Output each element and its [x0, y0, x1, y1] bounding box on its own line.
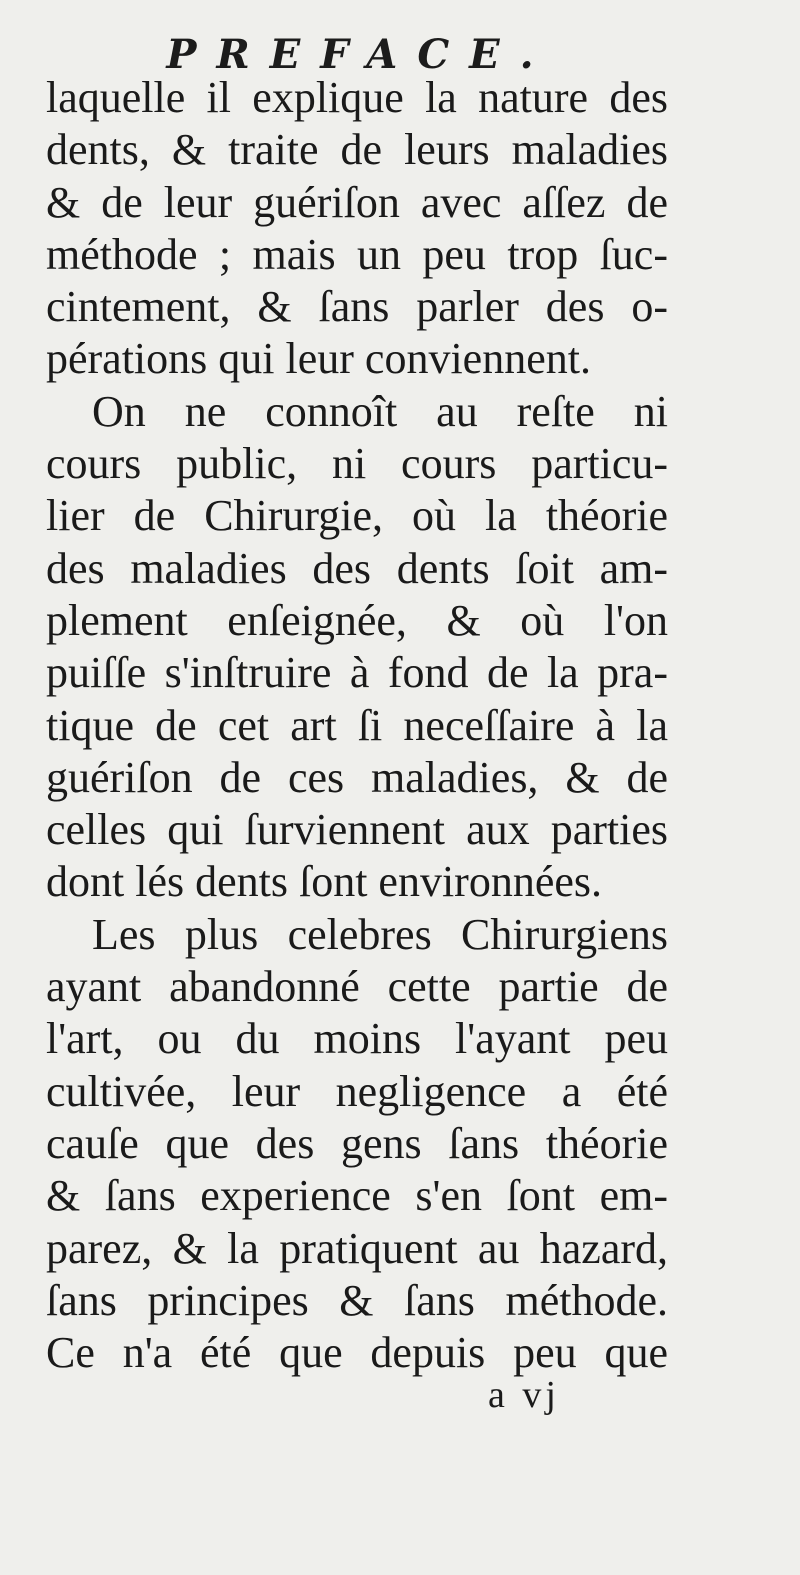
paragraph-start-line: Les plus celebres Chirurgiens: [92, 909, 668, 959]
text-line: cintement, & ſans parler des o-: [46, 282, 668, 332]
text-line: laquelle il explique la nature des: [46, 73, 668, 122]
text-line: guériſon de ces maladies, & de: [46, 752, 668, 802]
text-line: ſans principes & ſans méthode.: [46, 1275, 668, 1325]
text-line: & ſans experience s'en ſont em-: [46, 1171, 668, 1221]
text-line: puiſſe s'inſtruire à fond de la pra-: [46, 648, 668, 698]
text-line: méthode ; mais un peu trop ſuc-: [46, 229, 668, 279]
text-line: pérations qui leur conviennent.: [46, 334, 591, 384]
text-line: des maladies des dents ſoit am-: [46, 543, 668, 593]
text-line: lier de Chirurgie, où la théorie: [46, 491, 668, 541]
text-line: parez, & la pratiquent au hazard,: [46, 1223, 668, 1273]
text-line: plement enſeignée, & où l'on: [46, 595, 668, 645]
text-line: dents, & traite de leurs maladies: [46, 125, 668, 175]
text-line: & de leur guériſon avec aſſez de: [46, 177, 668, 227]
text-line: Ce n'a été que depuis peu que: [46, 1328, 668, 1378]
text-line: l'art, ou du moins l'ayant peu: [46, 1014, 668, 1064]
body-text: [46, 72, 668, 1379]
text-line: cultivée, leur negligence a été: [46, 1066, 668, 1116]
text-line: tique de cet art ſi neceſſaire à la: [46, 700, 668, 750]
signature-mark: a vj: [488, 1374, 560, 1416]
text-line: ayant abandonné cette partie de: [46, 962, 668, 1012]
paragraph-start-line: On ne connoît au reſte ni: [92, 386, 668, 436]
text-line: cauſe que des gens ſans théorie: [46, 1118, 668, 1168]
text-line: celles qui ſurviennent aux parties: [46, 805, 668, 855]
running-header: PREFACE.: [166, 31, 554, 78]
text-line: cours public, ni cours particu-: [46, 439, 668, 489]
text-line: dont lés dents ſont environnées.: [46, 857, 603, 907]
